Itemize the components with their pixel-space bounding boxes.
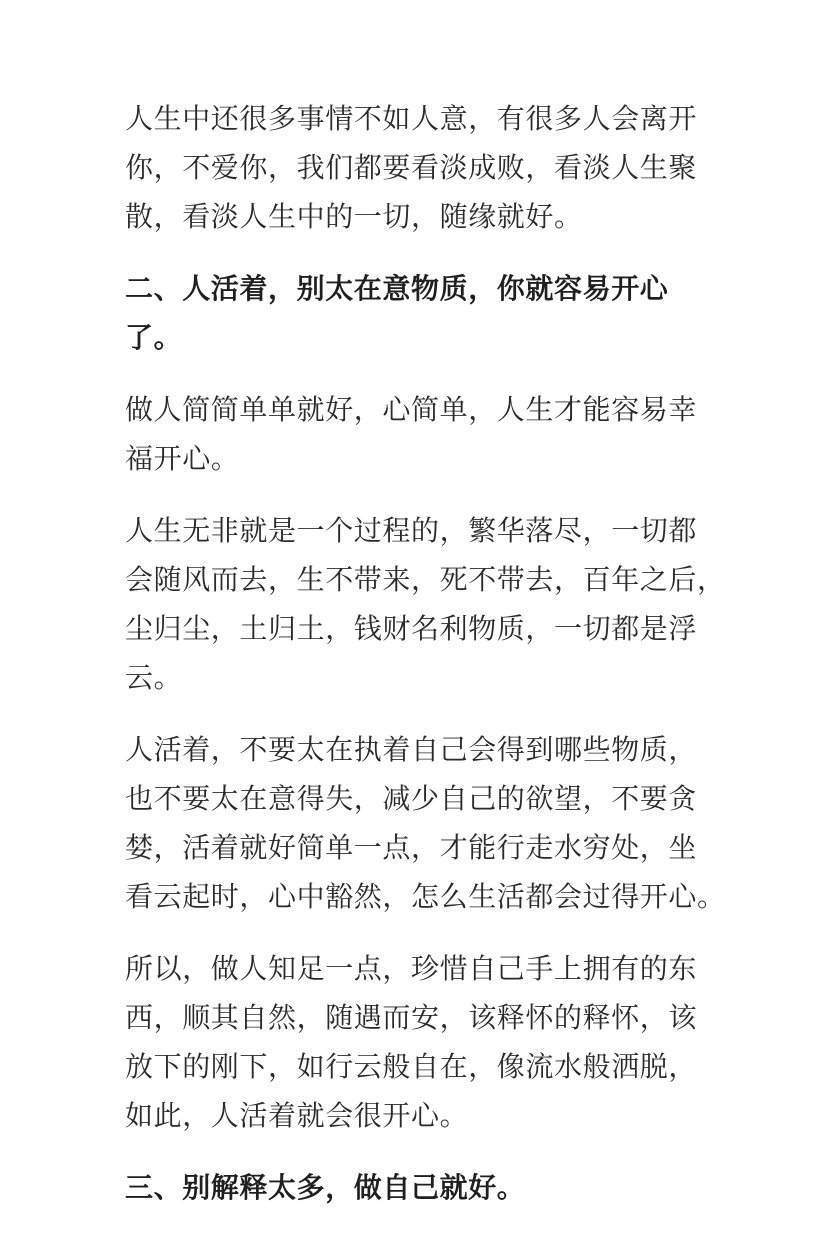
text-line: 婪，活着就好简单一点，才能行走水穷处，坐 bbox=[125, 831, 698, 864]
paragraph-material-desire bbox=[125, 725, 726, 921]
text-line: 福开心。 bbox=[125, 442, 240, 475]
text-line: 所以，做人知足一点，珍惜自己手上拥有的东 bbox=[125, 952, 698, 985]
text-line: 西，顺其自然，随遇而安，该释怀的释怀，该 bbox=[125, 1001, 698, 1034]
text-line: 云。 bbox=[125, 661, 183, 694]
text-line: 放下的刚下，如行云般自在，像流水般洒脱， bbox=[125, 1050, 698, 1083]
text-line: 人活着，不要太在执着自己会得到哪些物质， bbox=[125, 733, 698, 766]
text-line: 如此，人活着就会很开心。 bbox=[125, 1099, 469, 1132]
paragraph-contentment bbox=[125, 944, 705, 1140]
text-line: 人生无非就是一个过程的，繁华落尽，一切都 bbox=[125, 514, 698, 547]
paragraph-life-process bbox=[125, 506, 726, 702]
text-line: 做人简简单单就好，心简单，人生才能容易幸 bbox=[125, 393, 698, 426]
text-line: 你，不爱你，我们都要看淡成败，看淡人生聚 bbox=[125, 151, 698, 184]
text-line: 尘归尘，土归土，钱财名利物质，一切都是浮 bbox=[125, 612, 698, 645]
text-line: 看云起时，心中豁然，怎么生活都会过得开心。 bbox=[125, 880, 726, 913]
paragraph-let-go bbox=[125, 94, 705, 241]
section-heading-three: 三、别解释太多，做自己就好。 bbox=[125, 1171, 526, 1204]
text-line: 会随风而去，生不带来，死不带去，百年之后， bbox=[125, 563, 726, 596]
text-line: 也不要太在意得失，减少自己的欲望，不要贪 bbox=[125, 782, 698, 815]
text-line: 人生中还很多事情不如人意，有很多人会离开 bbox=[125, 102, 698, 135]
document-page bbox=[125, 94, 726, 1235]
text-line: 散，看淡人生中的一切，随缘就好。 bbox=[125, 200, 583, 233]
section-heading-two: 二、人活着，别太在意物质，你就容易开心了。 bbox=[125, 272, 669, 354]
paragraph-simple-life bbox=[125, 385, 705, 483]
